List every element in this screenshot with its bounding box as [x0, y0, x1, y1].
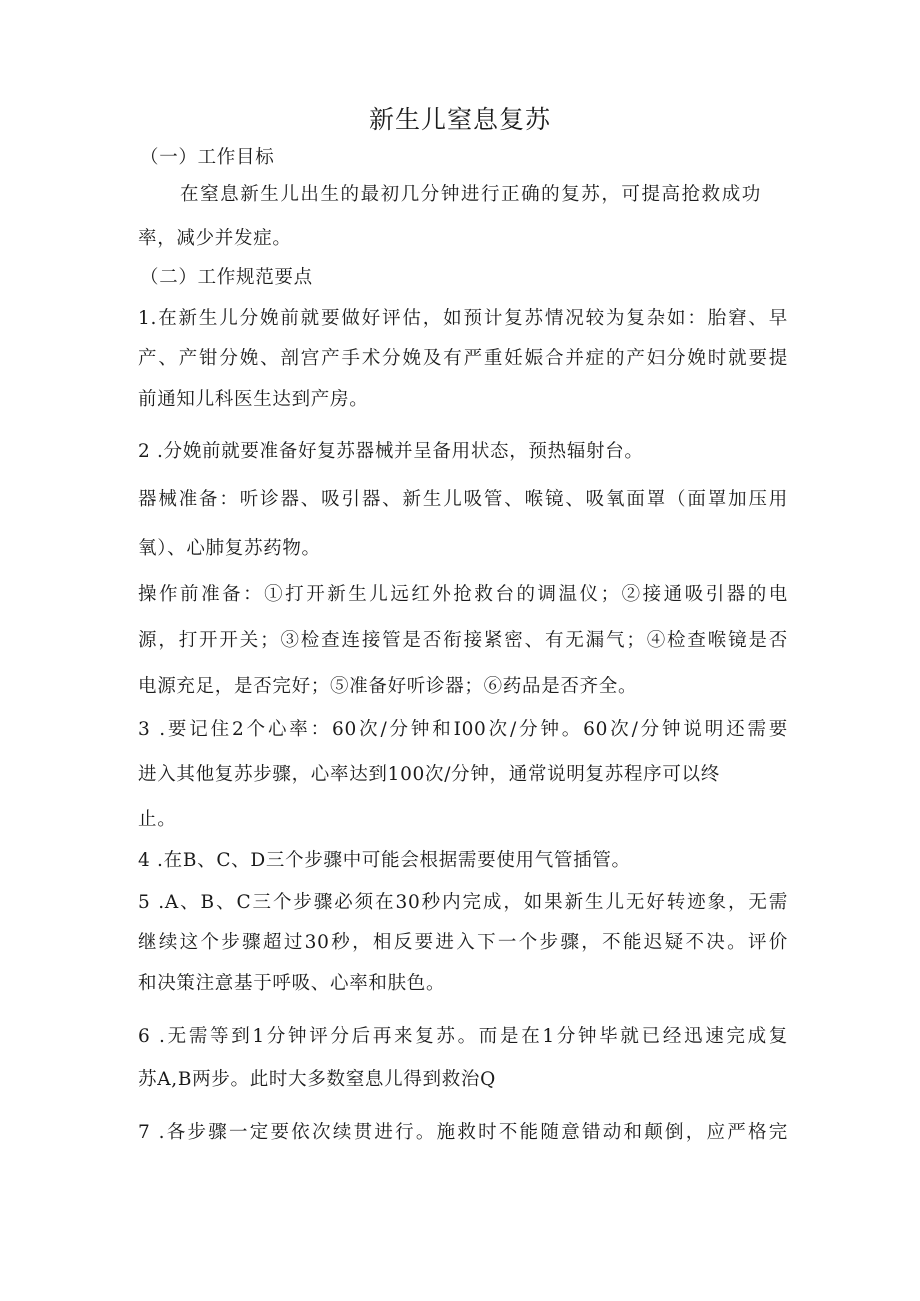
paragraph-line: 源，打开开关；③检查连接管是否衔接紧密、有无漏气；④检查喉镜是否 — [138, 630, 788, 651]
paragraph-line: 止。 — [138, 809, 177, 830]
paragraph-line: 电源充足，是否完好；⑤准备好听诊器；⑥药品是否齐全。 — [138, 676, 638, 697]
paragraph-line: 6 .无需等到1分钟评分后再来复苏。而是在1分钟毕就已经迅速完成复 — [138, 1026, 788, 1047]
paragraph-line: 进入其他复苏步骤，心率达到100次/分钟，通常说明复苏程序可以终 — [138, 764, 720, 785]
paragraph-line: 和决策注意基于呼吸、心率和肤色。 — [138, 973, 446, 994]
section-heading-goal: （一）工作目标 — [140, 147, 275, 168]
paragraph-line: 继续这个步骤超过30秒，相反要进入下一个步骤，不能迟疑不决。评价 — [138, 932, 788, 953]
paragraph-line: 5 .A、B、C三个步骤必须在30秒内完成，如果新生儿无好转迹象，无需 — [138, 892, 788, 913]
paragraph-line: 苏A,B两步。此时大多数窒息儿得到救治Q — [138, 1069, 497, 1090]
paragraph-line: 4 .在B、C、D三个步骤中可能会根据需要使用气管插管。 — [138, 850, 631, 871]
paragraph-line: 前通知儿科医生达到产房。 — [138, 389, 369, 410]
section-heading-key-points: （二）工作规范要点 — [140, 267, 313, 288]
paragraph-line: 产、产钳分娩、剖宫产手术分娩及有严重妊娠合并症的产妇分娩时就要提 — [138, 348, 788, 369]
paragraph-line: 在窒息新生儿出生的最初几分钟进行正确的复苏，可提高抢救成功 — [180, 184, 761, 205]
paragraph-line: 1.在新生儿分娩前就要做好评估，如预计复苏情况较为复杂如：胎窘、早 — [138, 308, 788, 329]
paragraph-line: 7 .各步骤一定要依次续贯进行。施救时不能随意错动和颠倒，应严格完 — [138, 1122, 788, 1143]
paragraph-line: 2 .分娩前就要准备好复苏器械并呈备用状态，预热辐射台。 — [138, 441, 644, 462]
document-title: 新生儿窒息复苏 — [368, 105, 551, 134]
paragraph-line: 氧）、心肺复苏药物。 — [138, 538, 321, 559]
paragraph-line: 操作前准备：①打开新生儿远红外抢救台的调温仪；②接通吸引器的电 — [138, 584, 788, 605]
paragraph-line: 率，减少并发症。 — [138, 228, 292, 249]
paragraph-line: 3 .要记住2个心率：60次/分钟和I00次/分钟。60次/分钟说明还需要 — [138, 719, 788, 740]
paragraph-line: 器械准备：听诊器、吸引器、新生儿吸管、喉镜、吸氧面罩（面罩加压用 — [138, 489, 788, 510]
